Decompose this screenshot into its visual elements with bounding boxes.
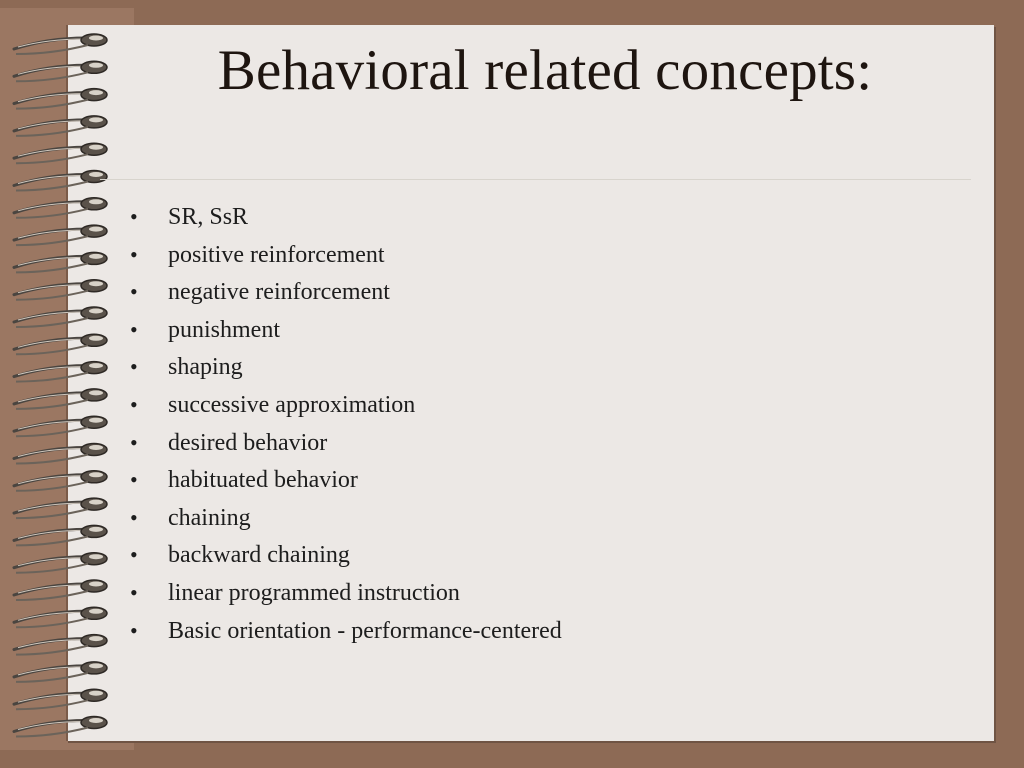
- list-item-text: positive reinforcement: [168, 241, 385, 268]
- list-item-text: linear programmed instruction: [168, 579, 460, 606]
- list-item: [130, 198, 562, 236]
- spiral-ring-icon: [14, 662, 107, 682]
- bullet-icon: •: [130, 617, 138, 643]
- spiral-ring-icon: [14, 389, 107, 409]
- list-item-text: shaping: [168, 354, 243, 381]
- spiral-ring-icon: [14, 498, 107, 518]
- spiral-ring-icon: [14, 525, 107, 545]
- spiral-ring-icon: [14, 252, 107, 272]
- bullet-icon: •: [130, 429, 138, 455]
- list-item: [130, 536, 562, 574]
- list-item-text: chaining: [168, 504, 251, 531]
- list-item-text: desired behavior: [168, 429, 328, 456]
- bullet-icon: •: [130, 391, 138, 417]
- spiral-ring-icon: [14, 280, 107, 300]
- list-item: [130, 236, 562, 274]
- bullet-icon: •: [130, 504, 138, 530]
- bullet-icon: •: [130, 579, 138, 605]
- spiral-ring-icon: [14, 471, 107, 491]
- bullet-icon: •: [130, 204, 138, 229]
- bullet-icon: •: [130, 542, 138, 568]
- spiral-ring-icon: [14, 116, 107, 136]
- bullet-icon: •: [130, 354, 138, 380]
- list-item: [130, 386, 562, 424]
- bullet-icon: •: [130, 467, 138, 493]
- list-item-text: negative reinforcement: [168, 279, 390, 306]
- list-item-text: successive approximation: [168, 391, 416, 418]
- bullet-icon: •: [130, 316, 138, 342]
- spiral-ring-icon: [14, 635, 107, 655]
- bullet-icon: •: [130, 279, 138, 305]
- spiral-ring-icon: [14, 444, 107, 464]
- spiral-ring-icon: [14, 171, 107, 191]
- list-item-text: backward chaining: [168, 542, 350, 569]
- list-item: [130, 424, 562, 462]
- spiral-ring-icon: [14, 689, 107, 709]
- list-item: [130, 461, 562, 499]
- list-item: [130, 499, 562, 537]
- spiral-ring-icon: [14, 143, 107, 163]
- list-item: [130, 311, 562, 349]
- spiral-ring-icon: [14, 416, 107, 436]
- spiral-ring-icon: [14, 225, 107, 245]
- spiral-ring-icon: [14, 607, 107, 627]
- list-item: [130, 348, 562, 386]
- spiral-ring-icon: [14, 307, 107, 327]
- spiral-binding-icon: [8, 0, 118, 768]
- list-item-text: SR, SsR: [168, 204, 249, 230]
- spiral-ring-icon: [14, 580, 107, 600]
- spiral-ring-icon: [14, 362, 107, 382]
- spiral-ring-icon: [14, 198, 107, 218]
- list-item-text: punishment: [168, 316, 280, 343]
- bullet-icon: •: [130, 241, 138, 267]
- list-item: [130, 612, 562, 650]
- list-item: [130, 273, 562, 311]
- title-divider: [100, 179, 971, 180]
- bullet-list: [130, 198, 562, 649]
- spiral-ring-icon: [14, 553, 107, 573]
- slide-title: Behavioral related concepts:: [217, 39, 873, 102]
- spiral-ring-icon: [14, 717, 107, 737]
- list-item-text: habituated behavior: [168, 467, 358, 494]
- list-item-text: Basic orientation - performance-centered: [168, 617, 562, 644]
- list-item: [130, 574, 562, 612]
- spiral-ring-icon: [14, 334, 107, 354]
